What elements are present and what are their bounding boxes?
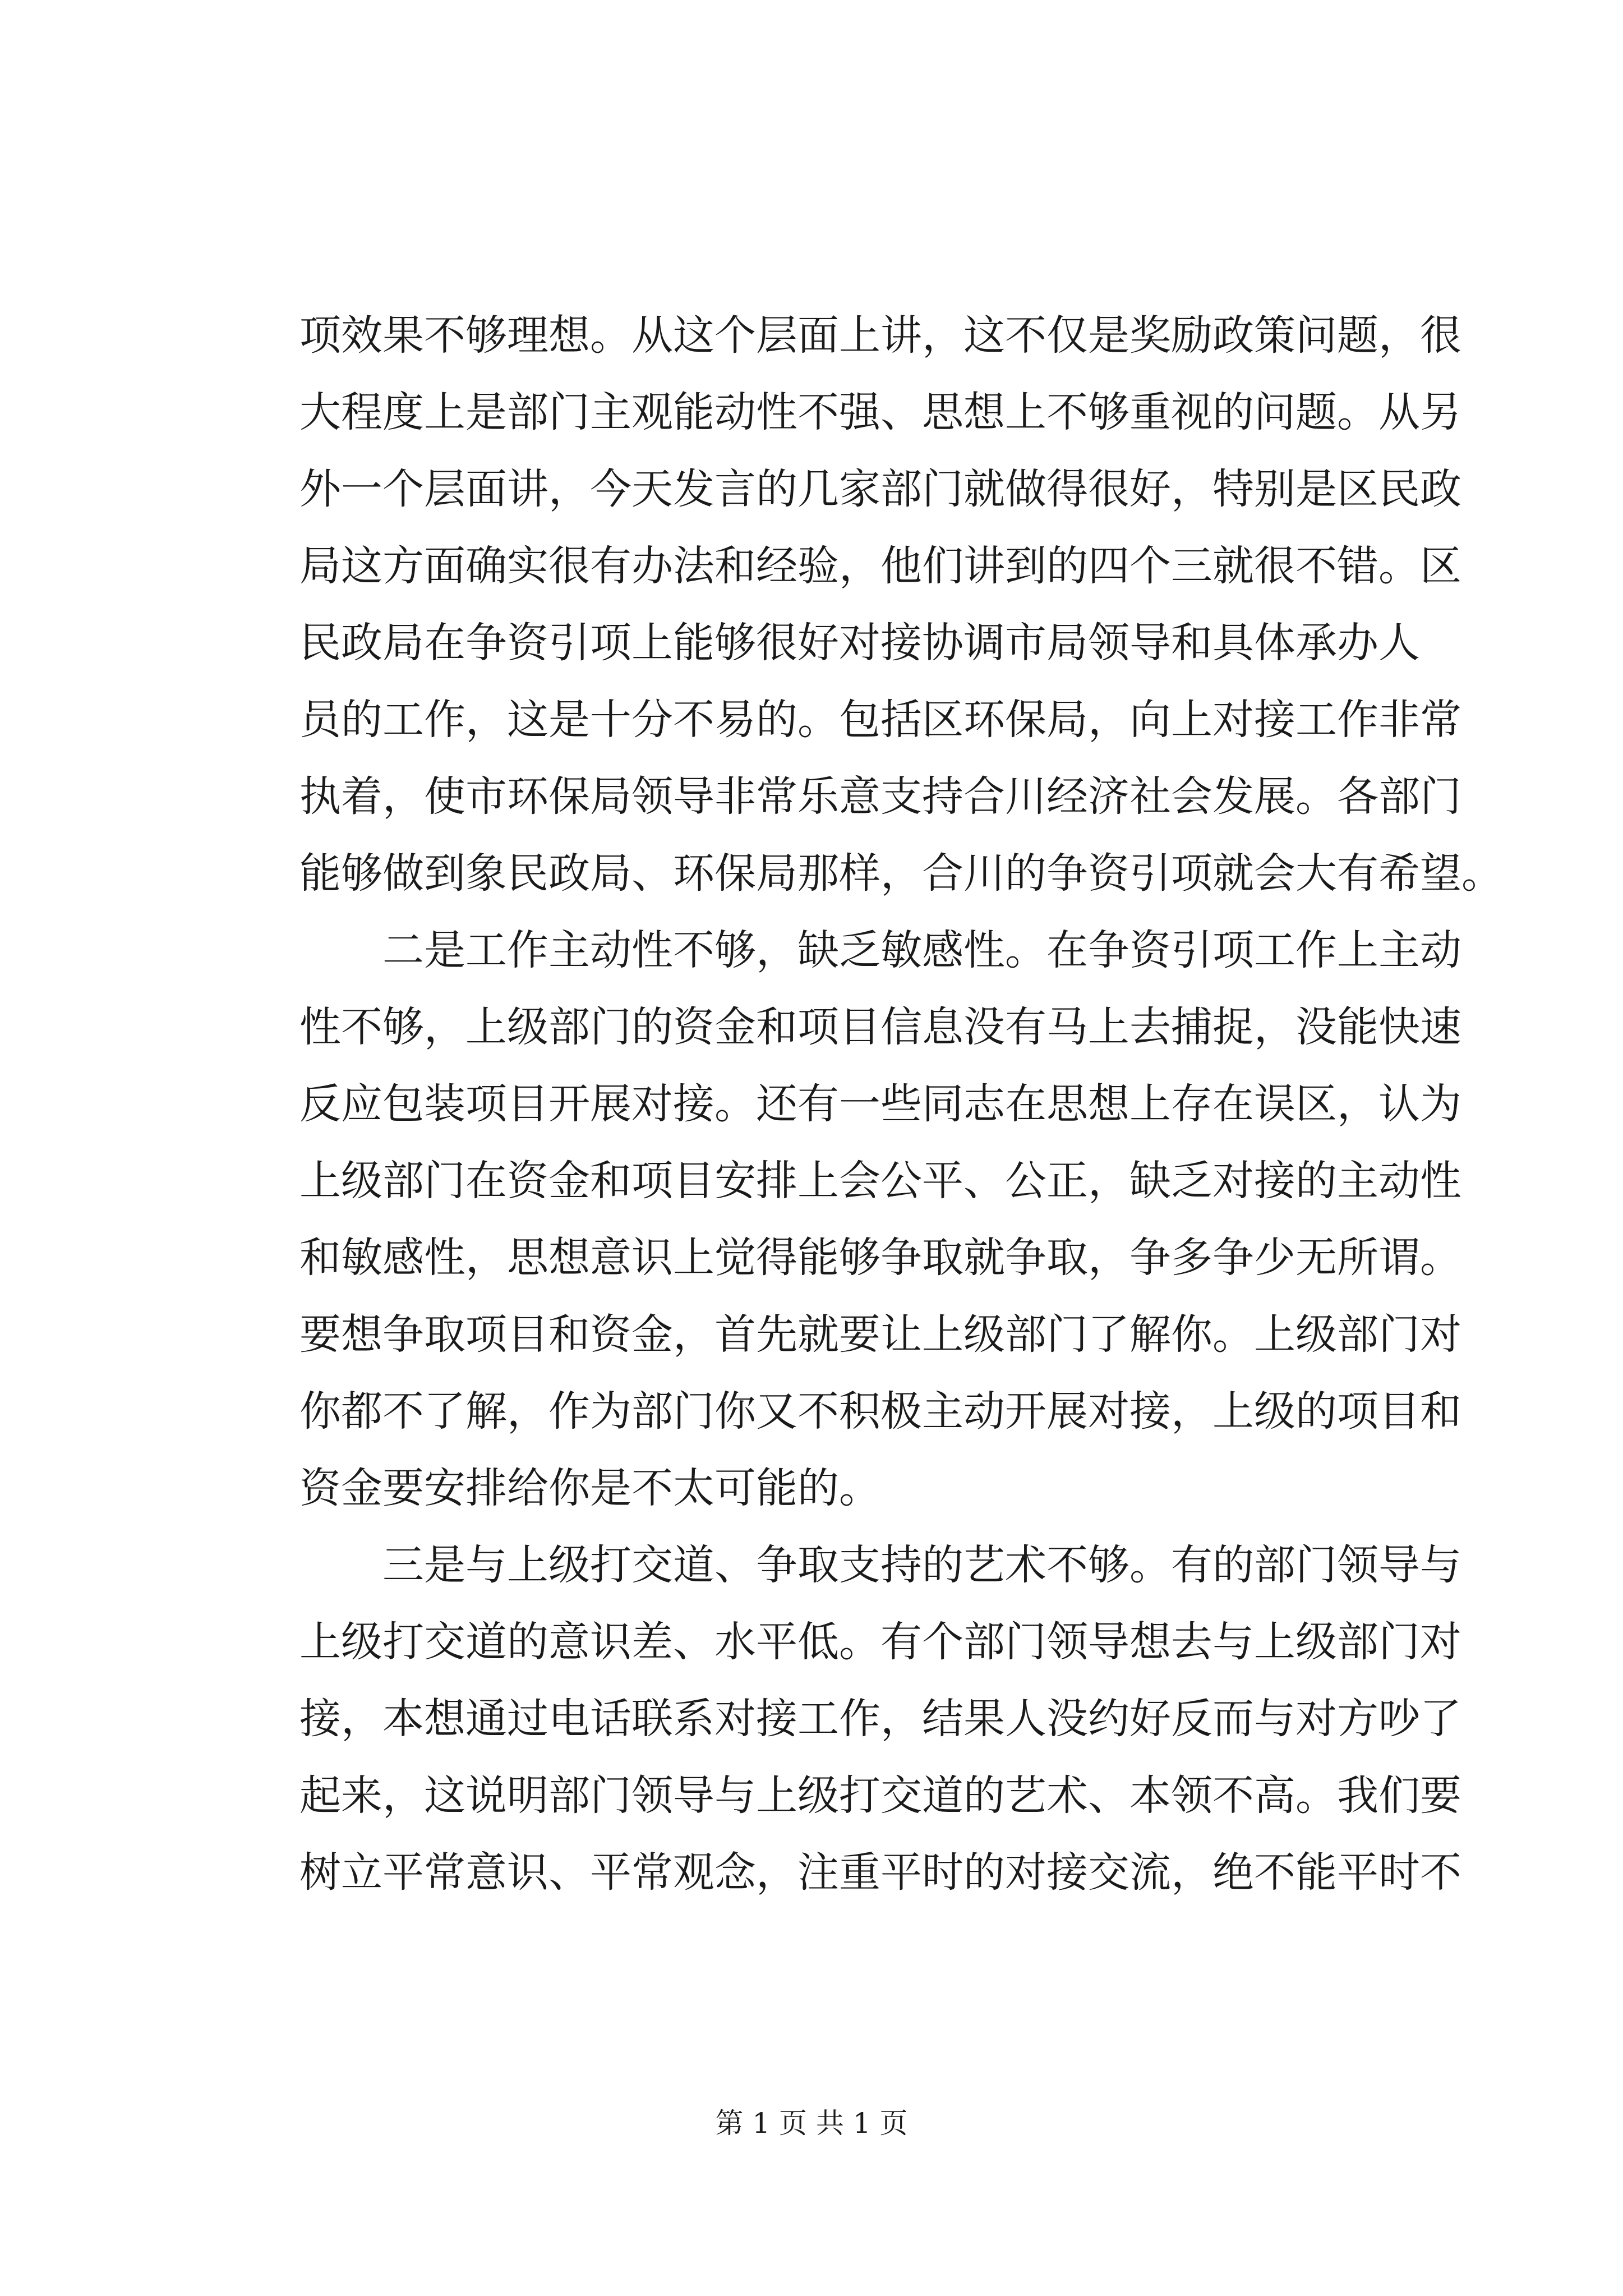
text-line: 性不够，上级部门的资金和项目信息没有马上去捕捉，没能快速: [299, 1003, 1461, 1051]
text-line: 员的工作，这是十分不易的。包括区环保局，向上对接工作非常: [299, 696, 1461, 744]
text-line: 二是工作主动性不够，缺乏敏感性。在争资引项工作上主动: [382, 926, 1461, 974]
document-body: [299, 297, 1503, 1911]
text-line: 反应包装项目开展对接。还有一些同志在思想上存在误区，认为: [299, 1080, 1461, 1128]
text-line: 执着，使市环保局领导非常乐意支持合川经济社会发展。各部门: [299, 772, 1461, 821]
text-line: 起来，这说明部门领导与上级打交道的艺术、本领不高。我们要: [299, 1772, 1461, 1820]
text-line: 接，本想通过电话联系对接工作，结果人没约好反而与对方吵了: [299, 1695, 1461, 1743]
text-line: 上级打交道的意识差、水平低。有个部门领导想去与上级部门对: [299, 1618, 1461, 1666]
text-line: 你都不了解，作为部门你又不积极主动开展对接，上级的项目和: [299, 1387, 1461, 1435]
page-footer: 第 1 页 共 1 页: [715, 2107, 908, 2139]
text-line: 外一个层面讲，今天发言的几家部门就做得很好，特别是区民政: [299, 465, 1461, 513]
text-line: 大程度上是部门主观能动性不强、思想上不够重视的问题。从另: [299, 388, 1461, 436]
text-line: 项效果不够理想。从这个层面上讲，这不仅是奖励政策问题，很: [299, 311, 1461, 360]
text-line: 民政局在争资引项上能够很好对接协调市局领导和具体承办人: [299, 619, 1420, 667]
text-line: 能够做到象民政局、环保局那样，合川的争资引项就会大有希望。: [299, 849, 1503, 898]
text-line: 资金要安排给你是不太可能的。: [299, 1464, 880, 1512]
text-line: 树立平常意识、平常观念，注重平时的对接交流，绝不能平时不: [299, 1848, 1461, 1897]
text-line: 要想争取项目和资金，首先就要让上级部门了解你。上级部门对: [299, 1310, 1461, 1359]
text-line: 局这方面确实很有办法和经验，他们讲到的四个三就很不错。区: [299, 542, 1461, 590]
text-line: 三是与上级打交道、争取支持的艺术不够。有的部门领导与: [382, 1541, 1461, 1589]
text-line: 上级部门在资金和项目安排上会公平、公正，缺乏对接的主动性: [299, 1157, 1461, 1205]
text-line: 和敏感性，思想意识上觉得能够争取就争取，争多争少无所谓。: [299, 1234, 1461, 1282]
